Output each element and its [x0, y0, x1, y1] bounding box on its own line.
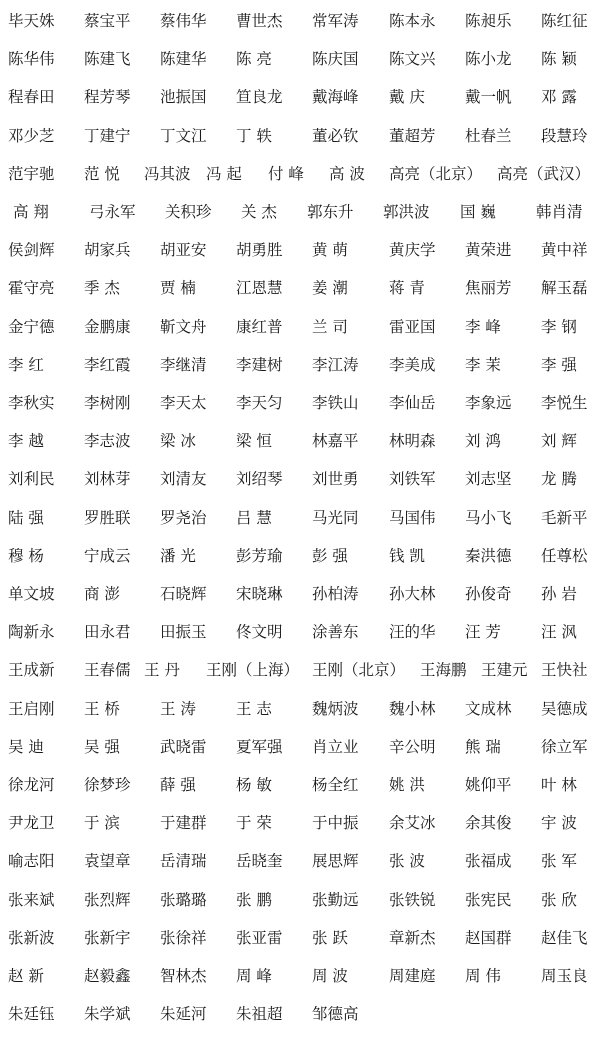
name-item: 王启刚: [8, 699, 55, 718]
name-item: 朱延河: [160, 1005, 207, 1024]
name-item: 靳文舟: [160, 317, 207, 336]
name-item: 丁 轶: [236, 126, 272, 145]
name-item: 陈 颖: [541, 50, 577, 69]
name-item: 李树刚: [84, 394, 131, 412]
name-item: 侯剑辉: [8, 241, 55, 260]
name-item: 张 鹏: [236, 890, 272, 909]
name-item: 王春儒: [84, 661, 131, 680]
name-item: 王建元: [481, 661, 528, 680]
name-row: [0, 695, 600, 723]
name-item: 贾 楠: [160, 279, 196, 298]
name-item: 杨全红: [312, 776, 359, 794]
name-item: 赵 新: [8, 967, 44, 985]
name-item: 丁文江: [160, 126, 207, 145]
name-item: 宁成云: [84, 546, 131, 565]
name-item: 刘 辉: [541, 432, 577, 451]
name-item: 王 志: [236, 699, 272, 718]
name-row: [0, 504, 600, 532]
name-item: 范宇驰: [8, 164, 55, 183]
name-row: [0, 771, 600, 799]
name-item: 李江涛: [312, 355, 359, 374]
name-item: 单文坡: [8, 585, 55, 603]
name-item: 张 军: [541, 852, 577, 871]
name-item: 蒋 青: [389, 279, 425, 298]
name-item: 陈文兴: [389, 50, 436, 69]
name-item: 孙 岩: [541, 585, 577, 603]
name-item: 张徐祥: [160, 928, 207, 947]
name-item: 张 欣: [541, 890, 577, 909]
name-item: 叶 林: [541, 776, 577, 794]
name-item: 涂善东: [312, 623, 359, 642]
name-item: 朱祖超: [236, 1005, 283, 1024]
name-item: 邹德高: [312, 1005, 359, 1024]
name-item: 于中振: [312, 814, 359, 833]
name-item: 魏炳波: [312, 699, 359, 718]
name-item: 冯 起: [206, 164, 242, 183]
name-item: 李 强: [541, 355, 577, 374]
name-item: 张宪民: [465, 890, 512, 909]
name-item: 马小飞: [465, 508, 512, 527]
name-item: 余其俊: [465, 814, 512, 833]
name-item: 曹世杰: [236, 12, 283, 30]
name-row: [0, 236, 600, 264]
name-item: 智林杰: [160, 967, 207, 985]
name-item: 张 波: [389, 852, 425, 871]
name-item: 张璐璐: [160, 890, 207, 909]
name-item: 陶新永: [8, 623, 55, 642]
name-item: 彭 强: [312, 546, 348, 565]
name-item: 陈昶乐: [465, 12, 512, 30]
name-item: 王成新: [8, 661, 55, 680]
name-item: 宋晓琳: [236, 585, 283, 603]
name-item: 罗尧治: [160, 508, 207, 527]
name-item: 黄中祥: [541, 241, 588, 260]
name-item: 王刚（北京）: [312, 661, 406, 680]
name-item: 胡勇胜: [236, 241, 283, 260]
name-item: 张铁锐: [389, 890, 436, 909]
name-item: 姚 洪: [389, 776, 425, 794]
name-item: 陈小龙: [465, 50, 512, 69]
name-item: 张烈辉: [84, 890, 131, 909]
name-item: 马光同: [312, 508, 359, 527]
name-item: 陈 亮: [236, 50, 272, 69]
name-item: 冯其波: [144, 164, 191, 183]
name-item: 吴 强: [84, 737, 120, 756]
name-item: 任尊松: [541, 546, 588, 565]
name-item: 李悦生: [541, 394, 588, 412]
name-item: 展思辉: [312, 852, 359, 871]
name-item: 喻志阳: [8, 852, 55, 871]
name-item: 朱廷钰: [8, 1005, 55, 1024]
name-item: 池振国: [160, 88, 207, 107]
name-item: 高 波: [329, 164, 365, 183]
name-item: 赵毅鑫: [84, 967, 131, 985]
name-item: 陆 强: [8, 508, 44, 527]
name-row: [0, 351, 600, 379]
name-item: 穆 杨: [8, 546, 44, 565]
name-item: 钱 凯: [389, 546, 425, 565]
name-item: 陈华伟: [8, 50, 55, 69]
name-item: 毛新平: [541, 508, 588, 527]
name-item: 刘世勇: [312, 470, 359, 489]
name-item: 金鹏康: [84, 317, 131, 336]
name-item: 周建庭: [389, 967, 436, 985]
name-item: 周 峰: [236, 967, 272, 985]
name-row: [0, 83, 600, 111]
name-item: 秦洪德: [465, 546, 512, 565]
name-item: 马国伟: [389, 508, 436, 527]
name-item: 梁 冰: [160, 432, 196, 451]
name-item: 弓永军: [89, 203, 136, 221]
name-item: 张 跃: [312, 928, 348, 947]
name-row: [0, 656, 600, 684]
name-row: [0, 924, 600, 952]
name-item: 陈红征: [541, 12, 588, 30]
name-item: 吴德成: [541, 699, 588, 718]
name-item: 邓 露: [541, 88, 577, 107]
name-item: 雷亚国: [389, 317, 436, 336]
name-item: 罗胜联: [84, 508, 131, 527]
name-item: 胡家兵: [84, 241, 131, 260]
name-item: 潘 光: [160, 546, 196, 565]
name-item: 关 杰: [241, 203, 277, 221]
name-item: 周 伟: [465, 967, 501, 985]
name-item: 杨 敏: [236, 776, 272, 794]
name-item: 刘 鸿: [465, 432, 501, 451]
name-item: 龙 腾: [541, 470, 577, 489]
name-item: 郭东升: [307, 203, 354, 221]
name-item: 黄庆学: [389, 241, 436, 260]
name-item: 李秋实: [8, 394, 55, 412]
name-item: 梁 恒: [236, 432, 272, 451]
name-item: 高亮（北京）: [389, 164, 483, 183]
name-item: 段慧玲: [541, 126, 588, 145]
name-item: 汪 芳: [465, 623, 501, 642]
name-row: [0, 198, 600, 226]
name-item: 兰 司: [312, 317, 348, 336]
name-row: [0, 618, 600, 646]
name-item: 李 峰: [465, 317, 501, 336]
name-item: 高亮（武汉）: [497, 164, 591, 183]
name-row: [0, 160, 600, 188]
name-item: 林明森: [389, 432, 436, 451]
name-item: 吕 慧: [236, 508, 272, 527]
name-item: 刘铁军: [389, 470, 436, 489]
name-item: 辛公明: [389, 737, 436, 756]
name-item: 徐梦珍: [84, 776, 131, 794]
name-item: 文成林: [465, 699, 512, 718]
name-item: 李 茉: [465, 355, 501, 374]
name-item: 王刚（上海）: [206, 661, 300, 680]
name-row: [0, 313, 600, 341]
name-item: 程芳琴: [84, 88, 131, 107]
name-row: [0, 733, 600, 761]
name-row: [0, 542, 600, 570]
name-row: [0, 962, 600, 990]
name-item: 霍守亮: [8, 279, 55, 298]
name-item: 于建群: [160, 814, 207, 833]
name-item: 刘绍琴: [236, 470, 283, 489]
name-item: 陈建飞: [84, 50, 131, 69]
name-item: 熊 瑞: [465, 737, 501, 756]
name-item: 江恩慧: [236, 279, 283, 298]
name-row: [0, 886, 600, 914]
name-item: 章新杰: [389, 928, 436, 947]
name-item: 汪的华: [389, 623, 436, 642]
name-item: 陈本永: [389, 12, 436, 30]
name-item: 张福成: [465, 852, 512, 871]
name-item: 国 巍: [460, 203, 496, 221]
name-item: 李 越: [8, 432, 44, 451]
name-item: 李建树: [236, 355, 283, 374]
name-item: 徐立军: [541, 737, 588, 756]
name-item: 朱学斌: [84, 1005, 131, 1024]
name-row: [0, 1000, 600, 1028]
name-row: [0, 45, 600, 73]
name-item: 陈庆国: [312, 50, 359, 69]
name-row: [0, 427, 600, 455]
name-item: 佟文明: [236, 623, 283, 642]
name-item: 孙柏涛: [312, 585, 359, 603]
name-item: 王海鹏: [420, 661, 467, 680]
name-item: 王快社: [541, 661, 588, 680]
name-item: 薛 强: [160, 776, 196, 794]
name-row: [0, 809, 600, 837]
name-item: 王 丹: [144, 661, 180, 680]
name-item: 李天匀: [236, 394, 283, 412]
name-item: 笪良龙: [236, 88, 283, 107]
name-item: 黄荣进: [465, 241, 512, 260]
name-item: 王 涛: [160, 699, 196, 718]
name-item: 宇 波: [541, 814, 577, 833]
name-item: 孙大林: [389, 585, 436, 603]
name-item: 常军涛: [312, 12, 359, 30]
name-item: 李红霞: [84, 355, 131, 374]
name-item: 康红普: [236, 317, 283, 336]
name-item: 刘林芽: [84, 470, 131, 489]
name-item: 于 滨: [84, 814, 120, 833]
name-item: 丁建宁: [84, 126, 131, 145]
name-item: 袁望章: [84, 852, 131, 871]
name-item: 郭洪波: [383, 203, 430, 221]
name-item: 张来斌: [8, 890, 55, 909]
name-item: 李天太: [160, 394, 207, 412]
name-item: 姚仰平: [465, 776, 512, 794]
name-item: 田振玉: [160, 623, 207, 642]
name-item: 赵佳飞: [541, 928, 588, 947]
name-item: 杜春兰: [465, 126, 512, 145]
name-item: 姜 潮: [312, 279, 348, 298]
name-item: 徐龙河: [8, 776, 55, 794]
name-item: 吴 迪: [8, 737, 44, 756]
name-item: 李继清: [160, 355, 207, 374]
name-item: 武晓雷: [160, 737, 207, 756]
name-item: 余艾冰: [389, 814, 436, 833]
name-item: 石晓辉: [160, 585, 207, 603]
name-item: 金宁德: [8, 317, 55, 336]
name-item: 刘清友: [160, 470, 207, 489]
name-item: 周 波: [312, 967, 348, 985]
name-item: 岳清瑞: [160, 852, 207, 871]
name-item: 季 杰: [84, 279, 120, 298]
name-item: 于 荣: [236, 814, 272, 833]
name-item: 高 翔: [13, 203, 49, 221]
name-row: [0, 580, 600, 608]
name-item: 商 澎: [84, 585, 120, 603]
name-item: 陈建华: [160, 50, 207, 69]
name-item: 毕天姝: [8, 12, 55, 30]
name-row: [0, 7, 600, 35]
name-item: 夏军强: [236, 737, 283, 756]
name-item: 李 红: [8, 355, 44, 374]
name-item: 蔡伟华: [160, 12, 207, 30]
name-item: 戴 庆: [389, 88, 425, 107]
name-item: 解玉磊: [541, 279, 588, 298]
name-item: 付 峰: [268, 164, 304, 183]
name-item: 肖立业: [312, 737, 359, 756]
name-item: 孙俊奇: [465, 585, 512, 603]
name-row: [0, 274, 600, 302]
name-item: 张新宇: [84, 928, 131, 947]
name-item: 黄 萌: [312, 241, 348, 260]
name-item: 李 钢: [541, 317, 577, 336]
name-item: 戴一帆: [465, 88, 512, 107]
name-item: 李铁山: [312, 394, 359, 412]
name-row: [0, 122, 600, 150]
name-item: 魏小林: [389, 699, 436, 718]
name-item: 林嘉平: [312, 432, 359, 451]
name-item: 张新波: [8, 928, 55, 947]
name-row: [0, 389, 600, 417]
name-item: 尹龙卫: [8, 814, 55, 833]
name-item: 李象远: [465, 394, 512, 412]
name-item: 李志波: [84, 432, 131, 451]
name-item: 赵国群: [465, 928, 512, 947]
name-item: 邓少芝: [8, 126, 55, 145]
name-item: 彭芳瑜: [236, 546, 283, 565]
name-item: 周玉良: [541, 967, 588, 985]
name-item: 蔡宝平: [84, 12, 131, 30]
name-item: 胡亚安: [160, 241, 207, 260]
name-item: 董超芳: [389, 126, 436, 145]
name-item: 刘志坚: [465, 470, 512, 489]
name-item: 汪 沨: [541, 623, 577, 642]
name-row: [0, 465, 600, 493]
name-item: 戴海峰: [312, 88, 359, 107]
name-item: 李仙岳: [389, 394, 436, 412]
name-item: 焦丽芳: [465, 279, 512, 298]
name-row: [0, 847, 600, 875]
name-item: 李美成: [389, 355, 436, 374]
name-item: 范 悦: [84, 164, 120, 183]
name-item: 岳晓奎: [236, 852, 283, 871]
name-item: 董必钦: [312, 126, 359, 145]
name-item: 韩肖清: [536, 203, 583, 221]
name-item: 田永君: [84, 623, 131, 642]
name-item: 刘利民: [8, 470, 55, 489]
name-item: 王 桥: [84, 699, 120, 718]
name-item: 张亚雷: [236, 928, 283, 947]
name-item: 程春田: [8, 88, 55, 107]
name-item: 关积珍: [165, 203, 212, 221]
name-item: 张勤远: [312, 890, 359, 909]
